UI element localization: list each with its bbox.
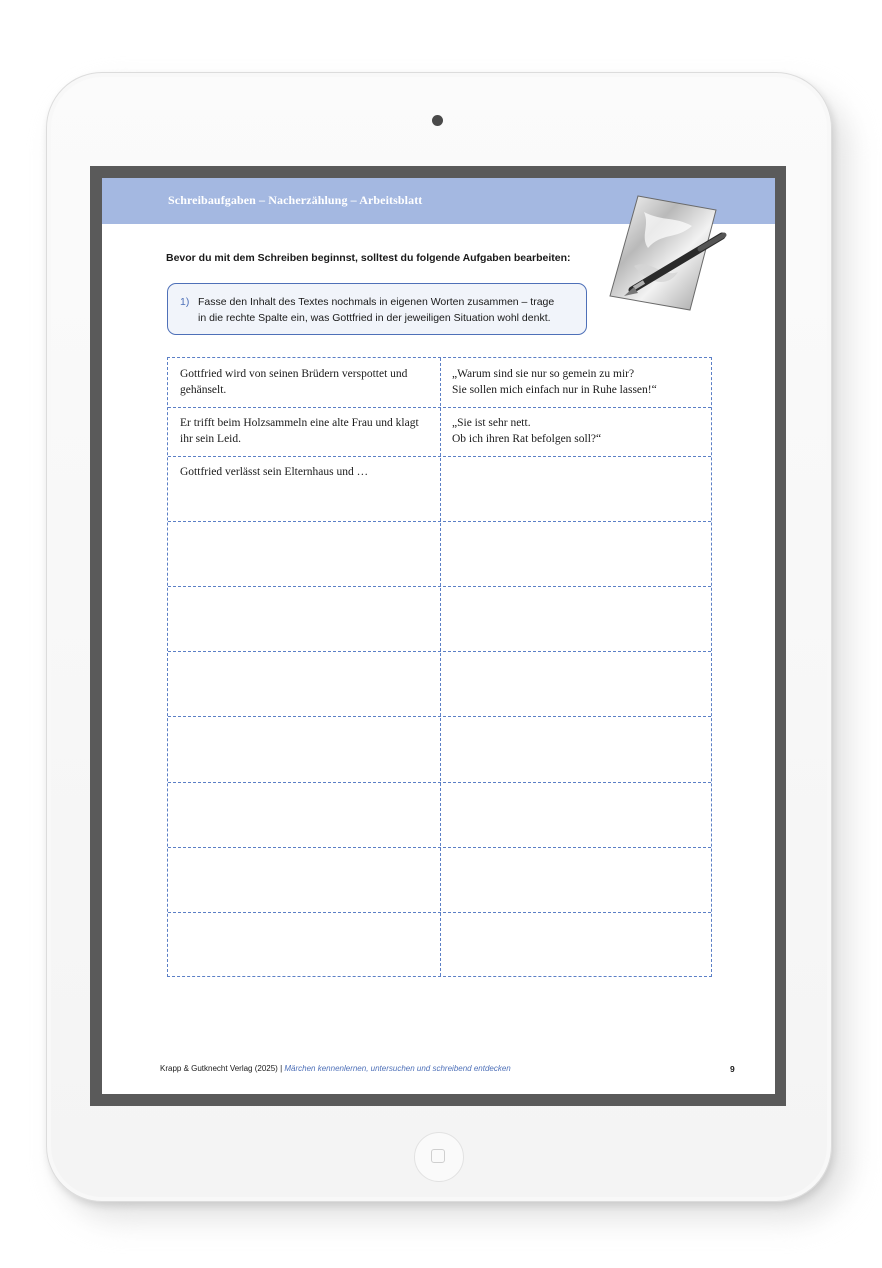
cell-line: „Sie ist sehr nett. xyxy=(452,417,531,429)
table-cell-left[interactable] xyxy=(180,465,368,481)
table-cell-left[interactable] xyxy=(180,367,407,398)
camera-icon xyxy=(432,115,443,126)
table-cell-right[interactable] xyxy=(452,367,657,398)
task-text-line: Fasse den Inhalt des Textes nochmals in eigenen Worten zusammen – trage xyxy=(198,296,555,308)
intro-text: Bevor du mit dem Schreiben beginnst, solltest du folgende Aufgaben bearbeiten: xyxy=(166,252,571,264)
task-number: 1) xyxy=(180,296,190,308)
task-text xyxy=(198,295,584,326)
writing-table xyxy=(167,357,712,977)
cell-line: gehänselt. xyxy=(180,383,227,396)
table-cell-right[interactable] xyxy=(452,416,601,447)
table-column-divider xyxy=(440,358,441,976)
home-button-icon xyxy=(431,1149,445,1163)
page-title: Schreibaufgaben – Nacherzählung – Arbeitsblatt xyxy=(168,193,423,207)
footer-citation xyxy=(160,1064,511,1073)
task-box xyxy=(167,283,587,335)
home-button[interactable] xyxy=(414,1132,464,1182)
cell-line: Gottfried verlässt sein Elternhaus und … xyxy=(180,466,369,478)
table-cell-left[interactable] xyxy=(180,416,419,447)
worksheet-page xyxy=(102,178,775,1094)
cell-line: „Warum sind sie nur so gemein zu mir? xyxy=(452,368,635,380)
cell-line: Sie sollen mich einfach nur in Ruhe lassen!“ xyxy=(452,383,657,396)
footer-publisher: Krapp & Gutknecht Verlag (2025) | xyxy=(160,1064,285,1073)
cell-line: Er trifft beim Holzsammeln eine alte Frau und klagt xyxy=(180,417,419,429)
page-number: 9 xyxy=(730,1064,735,1074)
cell-line: Gottfried wird von seinen Brüdern verspottet und xyxy=(180,368,408,380)
footer-series-title: Märchen kennenlernen, untersuchen und schreibend entdecken xyxy=(284,1064,511,1073)
cell-line: ihr sein Leid. xyxy=(180,432,241,445)
task-text-line: in die rechte Spalte ein, was Gottfried in der jeweiligen Situation wohl denkt. xyxy=(198,311,551,324)
cell-line: Ob ich ihren Rat befolgen soll?“ xyxy=(452,432,602,445)
paper-pen-illustration xyxy=(604,192,734,314)
